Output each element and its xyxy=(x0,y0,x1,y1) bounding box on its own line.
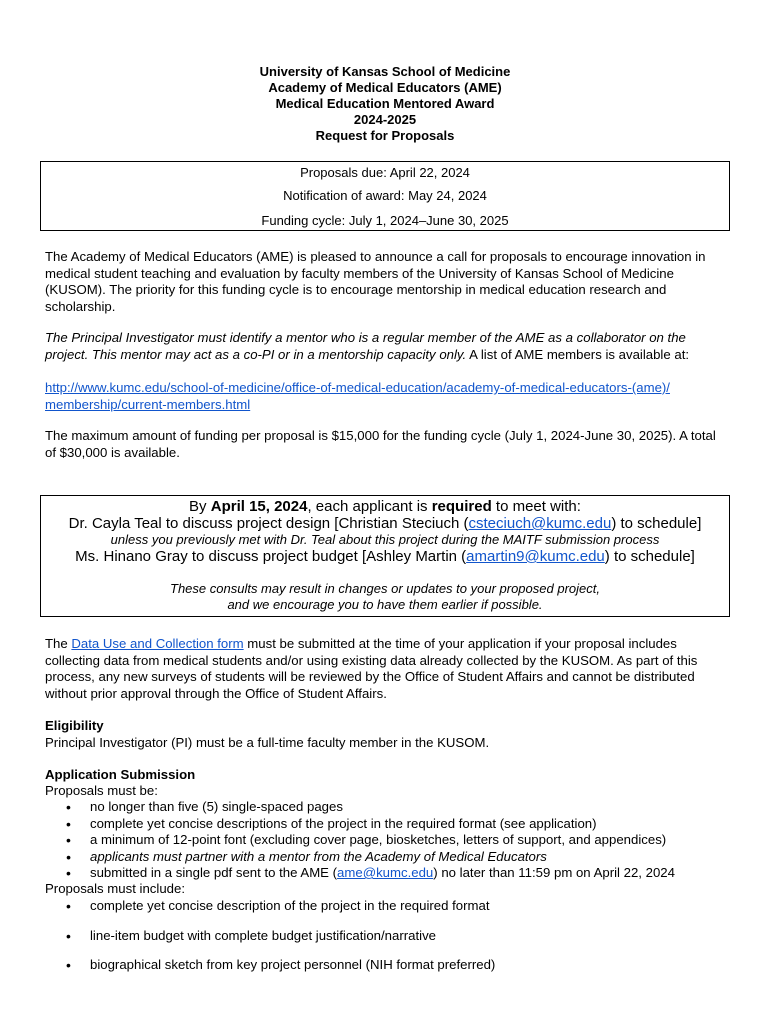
header-institution: University of Kansas School of Medicine xyxy=(259,64,511,79)
consult-meet: to meet with: xyxy=(491,498,581,515)
list-item: • complete yet concise description of the project in the required format xyxy=(45,898,735,915)
submit-pdf-pre: submitted in a single pdf sent to the AME ( xyxy=(90,865,338,880)
funding-paragraph: The maximum amount of funding per proposal is $15,000 for the funding cycle (July 1, 2024-June 30, 2025). A total of $30,000 is available. xyxy=(45,428,716,460)
list-item xyxy=(45,865,735,882)
document-header xyxy=(0,64,770,144)
members-list-note: A list of AME members is available at: xyxy=(466,346,690,362)
must-include-list xyxy=(45,898,735,974)
gray-schedule-email-link[interactable]: amartin9@kumc.edu xyxy=(466,548,605,565)
key-dates-box xyxy=(40,161,730,231)
list-item: • line-item budget with complete budget justification/narrative xyxy=(45,928,735,945)
list-item: • applicants must partner with a mentor from the Academy of Medical Educators xyxy=(45,849,735,866)
consult-teal xyxy=(41,515,729,532)
eligibility-text: Principal Investigator (PI) must be a full-time faculty member in the KUSOM. xyxy=(45,735,490,750)
header-rfp: Request for Proposals xyxy=(315,128,455,143)
proposals-must-include: Proposals must include: xyxy=(45,881,186,896)
header-year: 2024-2025 xyxy=(353,112,417,127)
mentor-requirement: The Principal Investigator must identify a mentor who is a regular member of the AME as a collaborator on the project. This mentor may act as a co-PI or in a mentorship capacity only. xyxy=(45,330,686,362)
consult-deadline xyxy=(41,498,729,515)
submission-heading: Application Submission xyxy=(45,767,196,782)
teal-text-pre: Dr. Cayla Teal to discuss project design [Christian Steciuch ( xyxy=(68,515,469,532)
submit-pdf-post: ) no later than 11:59 pm on April 22, 2024 xyxy=(433,865,675,880)
proposals-due: Proposals due: April 22, 2024 xyxy=(300,165,470,180)
header-academy: Academy of Medical Educators (AME) xyxy=(268,80,502,95)
data-use-form-link[interactable]: Data Use and Collection form xyxy=(71,636,244,651)
proposals-must-be: Proposals must be: xyxy=(45,783,158,798)
header-award: Medical Education Mentored Award xyxy=(275,96,495,111)
ame-email-link[interactable]: ame@kumc.edu xyxy=(337,865,434,880)
funding-cycle: Funding cycle: July 1, 2024–June 30, 2025 xyxy=(261,213,509,228)
consult-by: By xyxy=(189,498,211,515)
notification-date: Notification of award: May 24, 2024 xyxy=(283,188,487,203)
consult-required: required xyxy=(431,498,492,515)
consult-note-line1: These consults may result in changes or updates to your proposed project, xyxy=(170,581,600,596)
must-be-list xyxy=(45,799,735,882)
list-item: • complete yet concise descriptions of the project in the required format (see application) xyxy=(45,816,735,833)
consult-requirements-box xyxy=(40,495,730,617)
data-use-post: must be submitted at the time of your application if your proposal includes collecting data from medical students and/or using existing data already collected by the KUSOM. As part of this process, any new surveys of students will be reviewed by the Office of Student Affairs and cannot be distributed without prior approval through the Office of Student Affairs. xyxy=(45,636,698,701)
consult-each: , each applicant is xyxy=(307,498,432,515)
data-use-paragraph xyxy=(45,636,730,702)
list-item: • biographical sketch from key project personnel (NIH format preferred) xyxy=(45,957,735,974)
teal-exception-note: unless you previously met with Dr. Teal about this project during the MAITF submission process xyxy=(110,532,660,547)
teal-text-post: ) to schedule] xyxy=(611,515,702,532)
intro-paragraph: The Academy of Medical Educators (AME) is pleased to announce a call for proposals to encourage innovation in medical student teaching and evaluation by faculty members of the University of Kansas School of Medicine (KUSOM). The priority for this funding cycle is to encourage mentorship in medical education research and scholarship. xyxy=(45,249,706,314)
members-link-paragraph xyxy=(45,380,675,413)
gray-text-post: ) to schedule] xyxy=(604,548,695,565)
data-use-pre: The xyxy=(45,636,72,651)
consult-gray xyxy=(41,548,729,565)
mentor-paragraph xyxy=(45,330,730,363)
gray-text-pre: Ms. Hinano Gray to discuss project budget [Ashley Martin ( xyxy=(75,548,467,565)
consult-note-line2: and we encourage you to have them earlier if possible. xyxy=(227,597,543,612)
teal-schedule-email-link[interactable]: csteciuch@kumc.edu xyxy=(468,515,612,532)
consult-date: April 15, 2024 xyxy=(210,498,308,515)
list-item: • a minimum of 12-point font (excluding cover page, biosketches, letters of support, and appendices) xyxy=(45,832,735,849)
list-item: • no longer than five (5) single-spaced pages xyxy=(45,799,735,816)
eligibility-heading: Eligibility xyxy=(45,718,104,733)
members-list-link[interactable]: http://www.kumc.edu/school-of-medicine/office-of-medical-education/academy-of-medical-educators-(ame)/membership/current-members.html xyxy=(45,380,670,412)
